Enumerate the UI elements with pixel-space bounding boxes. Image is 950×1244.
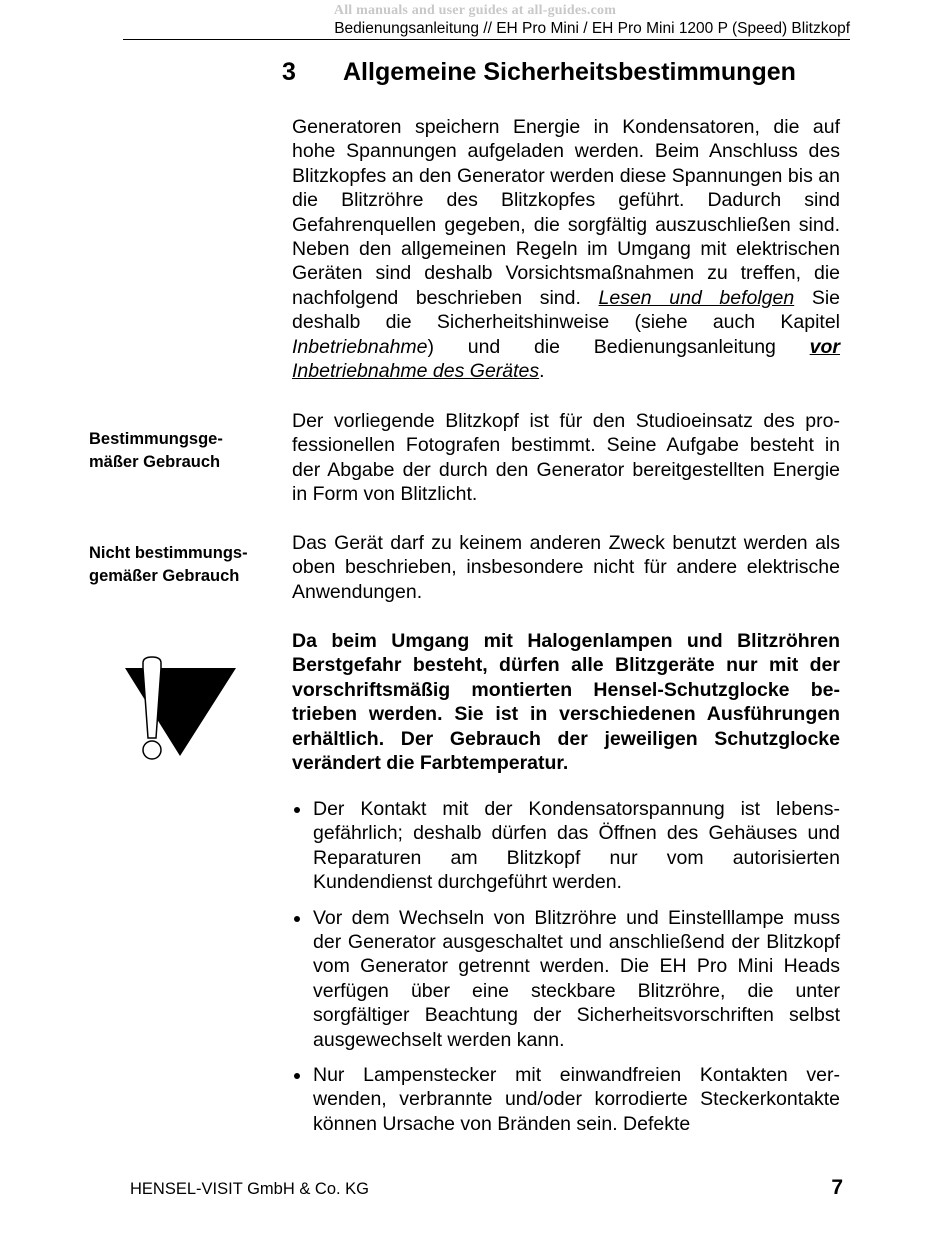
list-item: Der Kontakt mit der Kondensatorspannung ist lebensgefährlich; deshalb dürfen das Öffnen des Gehäuses und Reparaturen am Blitzkopf nur vom autorisierten Kundendienst durchgeführt werden. xyxy=(292,797,840,895)
warning-triangle-exclamation-icon xyxy=(122,654,240,762)
footer-company: HENSEL-VISIT GmbH & Co. KG xyxy=(130,1180,370,1198)
chapter-number: 3 xyxy=(282,58,296,86)
intro-emphasis-before: vor xyxy=(809,335,840,358)
warning-paragraph: Da beim Umgang mit Halogenlampen und Blitzröhren Berstgefahr besteht, dürfen alle Blitzgeräte nur mit der vorschriftsmäßig montierten Hensel-Schutzglocke betrieben werden. Sie ist in verschiedenen Ausführungen erhältlich. Der Gebrauch der jeweiligen Schutzglocke verändert die Farbtemperatur. xyxy=(292,630,840,775)
intended-use-label xyxy=(89,428,223,474)
intro-text-4: . xyxy=(539,360,545,383)
list-item: Nur Lampenstecker mit einwandfreien Kontakten verwenden, verbrannte und/oder korrodierte Steckerkontakte können Ursache von Bränden sein. Defekte xyxy=(292,1063,840,1136)
watermark: All manuals and user guides at all-guides.com xyxy=(333,3,617,18)
intended-use-paragraph: Der vorliegende Blitzkopf ist für den Studioeinsatz des professionellen Fotografen bestimmt. Seine Aufgabe besteht in der Abgabe der durch den Generator bereitgestellten Energie in Form von Blitzlicht. xyxy=(292,410,840,506)
intro-emphasis-read-follow: Lesen und befolgen xyxy=(598,286,795,309)
intended-use-label-line-1: Bestimmungsge- xyxy=(89,430,223,448)
intro-paragraph xyxy=(292,115,840,383)
intro-text-1: Generatoren speichern Energie in Kondensatoren, die auf hohe Spannungen aufgeladen werden. Beim Anschluss des Blitzkopfes an den Generator werden diese Spannungen bis an die Blitzröhre des Blitzkopfes geführt. Dadurch sind Gefahrenquellen gegeben, die sorgfältig auszuschließen sind. Neben den allgemeinen Regeln im Umgang mit elektrischen Geräten sind deshalb Vorsichtsmaßnahmen zu treffen, die nachfolgend beschrieben sind. xyxy=(292,116,840,309)
running-header: Bedienungsanleitung // EH Pro Mini / EH Pro Mini 1200 P (Speed) Blitzkopf xyxy=(123,20,850,40)
intro-text-3: ) und die Bedienungsanleitung xyxy=(427,335,810,358)
page-number: 7 xyxy=(831,1176,843,1199)
improper-use-label-line-1: Nicht bestimmungs- xyxy=(89,544,248,562)
chapter-title: Allgemeine Sicherheitsbestimmungen xyxy=(343,58,796,86)
intro-text-2: Sie deshalb die Sicherheitshinweise (siehe auch Kapitel xyxy=(292,286,841,334)
intended-use-label-line-2: mäßer Gebrauch xyxy=(89,453,221,471)
intro-chapter-reference: Inbetriebnahme xyxy=(292,335,428,358)
improper-use-label-line-2: gemäßer Gebrauch xyxy=(89,567,240,585)
list-item: Vor dem Wechseln von Blitzröhre und Einstelllampe muss der Generator ausgeschaltet und anschließend der Blitzkopf vom Generator getrennt werden. Die EH Pro Mini Heads verfügen über eine steckbare Blitzröhre, die unter sorgfältiger Beachtung der Sicherheitsvorschriften selbst ausgewechselt werden kann. xyxy=(292,906,840,1052)
improper-use-paragraph: Das Gerät darf zu keinem anderen Zweck benutzt werden als oben beschrieben, insbesondere nicht für andere elektrische Anwendungen. xyxy=(292,532,840,603)
safety-bullet-list xyxy=(292,797,840,1147)
intro-emphasis-commissioning: Inbetriebnahme des Gerätes xyxy=(292,360,540,383)
chapter-heading xyxy=(282,58,796,87)
improper-use-label xyxy=(89,542,248,588)
